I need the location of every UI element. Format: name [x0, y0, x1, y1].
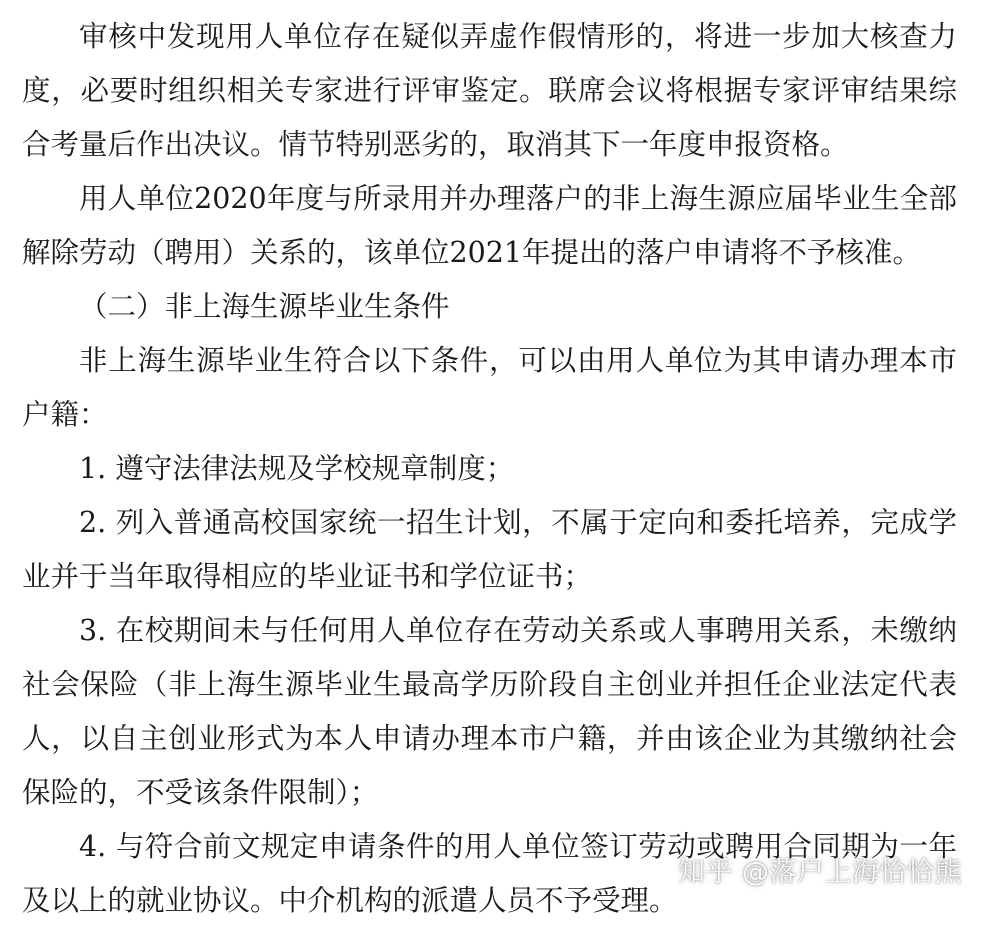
paragraph-employment-termination: 用人单位2020年度与所录用并办理落户的非上海生源应届毕业生全部解除劳动（聘用）关系的，该单位2021年提出的落户申请将不予核准。: [22, 182, 957, 269]
document-body: [22, 10, 957, 928]
paragraph-verification: 审核中发现用人单位存在疑似弄虚作假情形的，将进一步加大核查力度，必要时组织相关专家进行评审鉴定。联席会议将根据专家评审结果综合考量后作出决议。情节特别恶劣的，取消其下一年度申报资格。: [22, 20, 957, 161]
condition-item-4: 4. 与符合前文规定申请条件的用人单位签订劳动或聘用合同期为一年及以上的就业协议。中介机构的派遣人员不予受理。: [22, 830, 957, 917]
condition-item-3: 3. 在校期间未与任何用人单位存在劳动关系或人事聘用关系，未缴纳社会保险（非上海生源毕业生最高学历阶段自主创业并担任企业法定代表人，以自主创业形式为本人申请办理本市户籍，并由该企业为其缴纳社会保险的，不受该条件限制）；: [22, 614, 957, 809]
condition-item-1: 1. 遵守法律法规及学校规章制度；: [79, 452, 515, 485]
condition-item-2: 2. 列入普通高校国家统一招生计划，不属于定向和委托培养，完成学业并于当年取得相应的毕业证书和学位证书；: [22, 506, 957, 593]
zhihu-watermark: 知乎 @落户上海恰恰熊: [677, 857, 962, 888]
paragraph-conditions-intro: 非上海生源毕业生符合以下条件，可以由用人单位为其申请办理本市户籍：: [22, 344, 957, 431]
section-heading-non-shanghai-graduates: （二）非上海生源毕业生条件: [79, 290, 450, 323]
